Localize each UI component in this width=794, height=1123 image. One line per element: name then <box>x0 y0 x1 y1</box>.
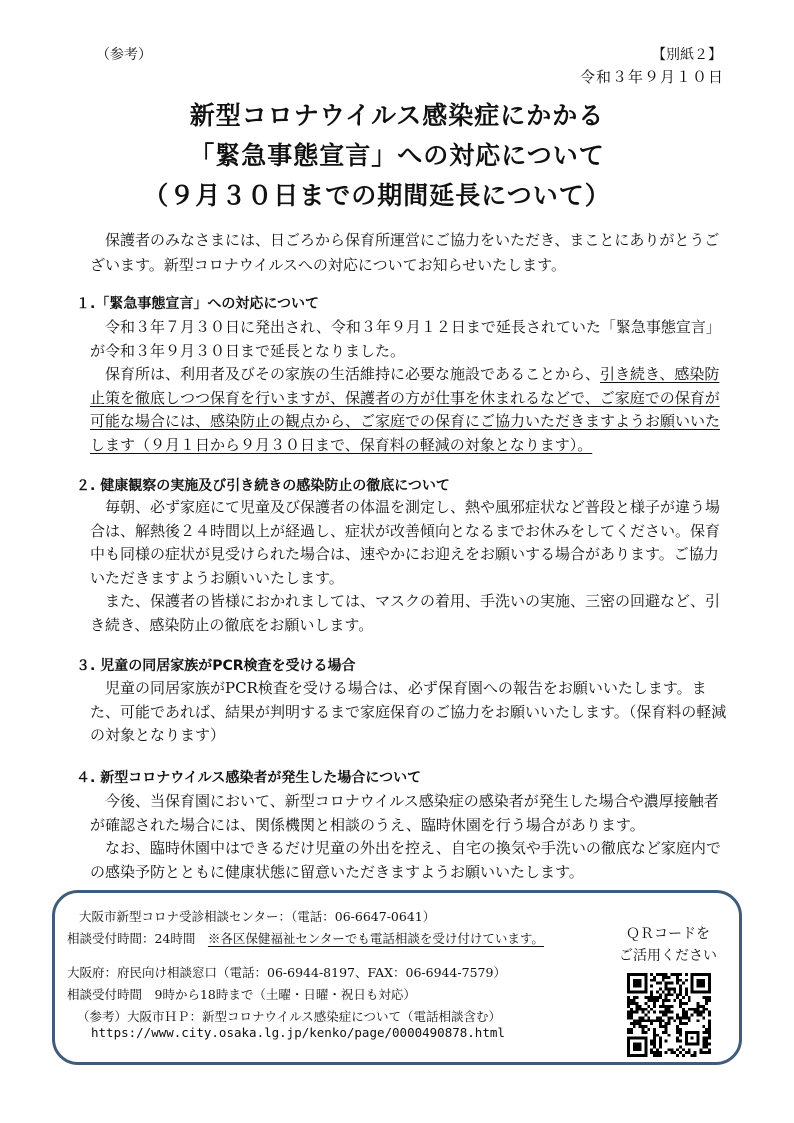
section-1-plain-text: 保育所は、利用者及びその家族の生活維持に必要な施設であることから、 <box>105 365 601 383</box>
city-consultation-center: 大阪市新型コロナ受診相談センター：（電話：06-6647-0641） <box>79 909 436 924</box>
qr-caption-line-2: ご活用ください <box>619 948 717 964</box>
prefecture-consultation-center: 大阪府：府民向け相談窓口（電話：06-6944-8197、FAX：06-6944-7579） <box>67 965 506 980</box>
city-homepage-url[interactable]: https://www.city.osaka.lg.jp/kenko/page/0000490878.html <box>91 1025 505 1040</box>
section-3-paragraph-1: 児童の同居家族がPCR検査を受ける場合は、必ず保育園への報告をお願いいたします。また、可能であれば、結果が判明するまで家庭保育のご協力をお願いいたします。（保育料の軽減の対象となります） <box>90 679 727 744</box>
section-1-paragraph-1: 令和３年７月３０日に発出され、令和３年９月１２日まで延長されていた「緊急事態宣言」が令和３年９月３０日まで延長となりました。 <box>90 318 721 360</box>
section-3-body <box>90 677 730 748</box>
section-2-heading: ２. 健康観察の実施及び引き続きの感染防止の徹底について <box>76 478 450 494</box>
qr-caption-line-1: ＱＲコードを <box>626 926 710 942</box>
section-1-underlined-text: 引き続き、感染防止策を徹底しつつ保育を行いますが、保護者の方が仕事を休まれるなどで、ご家庭での保育が可能な場合には、感染防止の観点から、ご家庭での保育にご協力いただきますようお願いいたします（９月１日から９月３０日まで、保育料の軽減の対象となります）。 <box>90 365 721 454</box>
city-hours-note: ※各区保健福祉センターでも電話相談を受け付けています。 <box>207 931 544 946</box>
title-line-1: 新型コロナウイルス感染症にかかる <box>189 101 605 130</box>
city-consultation-hours <box>67 929 544 947</box>
title-line-2: 「緊急事態宣言」への対応について <box>189 141 605 170</box>
intro-paragraph: 保護者のみなさまには、日ごろから保育所運営にご協力をいただき、まことにありがとうございます。新型コロナウイルスへの対応についてお知らせいたします。 <box>90 231 720 274</box>
section-2-paragraph-1: 毎朝、必ず家庭にて児童及び保護者の体温を測定し、熱や風邪症状など普段と様子が違う場合は、解熱後２４時間以上が経過し、症状が改善傾向となるまでお休みをしてください。保育中も同様の症状が見受けられた場合は、速やかにお迎えをお願いする場合があります。ご協力いただきますようお願いいたします。 <box>90 498 721 587</box>
section-2-body <box>90 496 730 637</box>
title-line-3: （９月３０日までの期間延長について） <box>143 181 611 210</box>
section-4-paragraph-2: なお、臨時休園中はできるだけ児童の外出を控え、自宅の換気や手洗いの徹底など家庭内での感染予防とともに健康状態に留意いただきますようお願いいたします。 <box>90 839 721 881</box>
section-3-heading: ３. 児童の同居家族がPCR検査を受ける場合 <box>76 658 356 674</box>
reference-label: （参考） <box>96 47 152 63</box>
document-date: 令和３年９月１０日 <box>579 68 724 86</box>
consultation-info-box <box>52 890 742 1065</box>
qr-code-icon[interactable] <box>627 973 711 1057</box>
section-1-body <box>90 316 730 457</box>
section-4-heading: ４. 新型コロナウイルス感染者が発生した場合について <box>76 770 422 786</box>
prefecture-consultation-hours: 相談受付時間 9時から18時まで（土曜・日曜・祝日も対応） <box>67 987 416 1002</box>
section-2-paragraph-2: また、保護者の皆様におかれましては、マスクの着用、手洗いの実施、三密の回避など、引き続き、感染防止の徹底をお願いします。 <box>90 592 721 634</box>
attachment-label: 【別紙２】 <box>652 47 722 63</box>
section-4-body <box>90 790 730 884</box>
section-4-paragraph-1: 今後、当保育園において、新型コロナウイルス感染症の感染者が発生した場合や濃厚接触者が確認された場合には、関係機関と相談のうえ、臨時休園を行う場合があります。 <box>90 792 719 834</box>
city-hours-text: 相談受付時間：24時間 <box>67 931 196 946</box>
section-1-heading: １.「緊急事態宣言」への対応について <box>76 296 320 312</box>
section-1-paragraph-2 <box>90 363 730 457</box>
city-homepage-label: （参考）大阪市ＨＰ：新型コロナウイルス感染症について（電話相談含む） <box>77 1009 502 1024</box>
qr-caption <box>603 923 733 967</box>
